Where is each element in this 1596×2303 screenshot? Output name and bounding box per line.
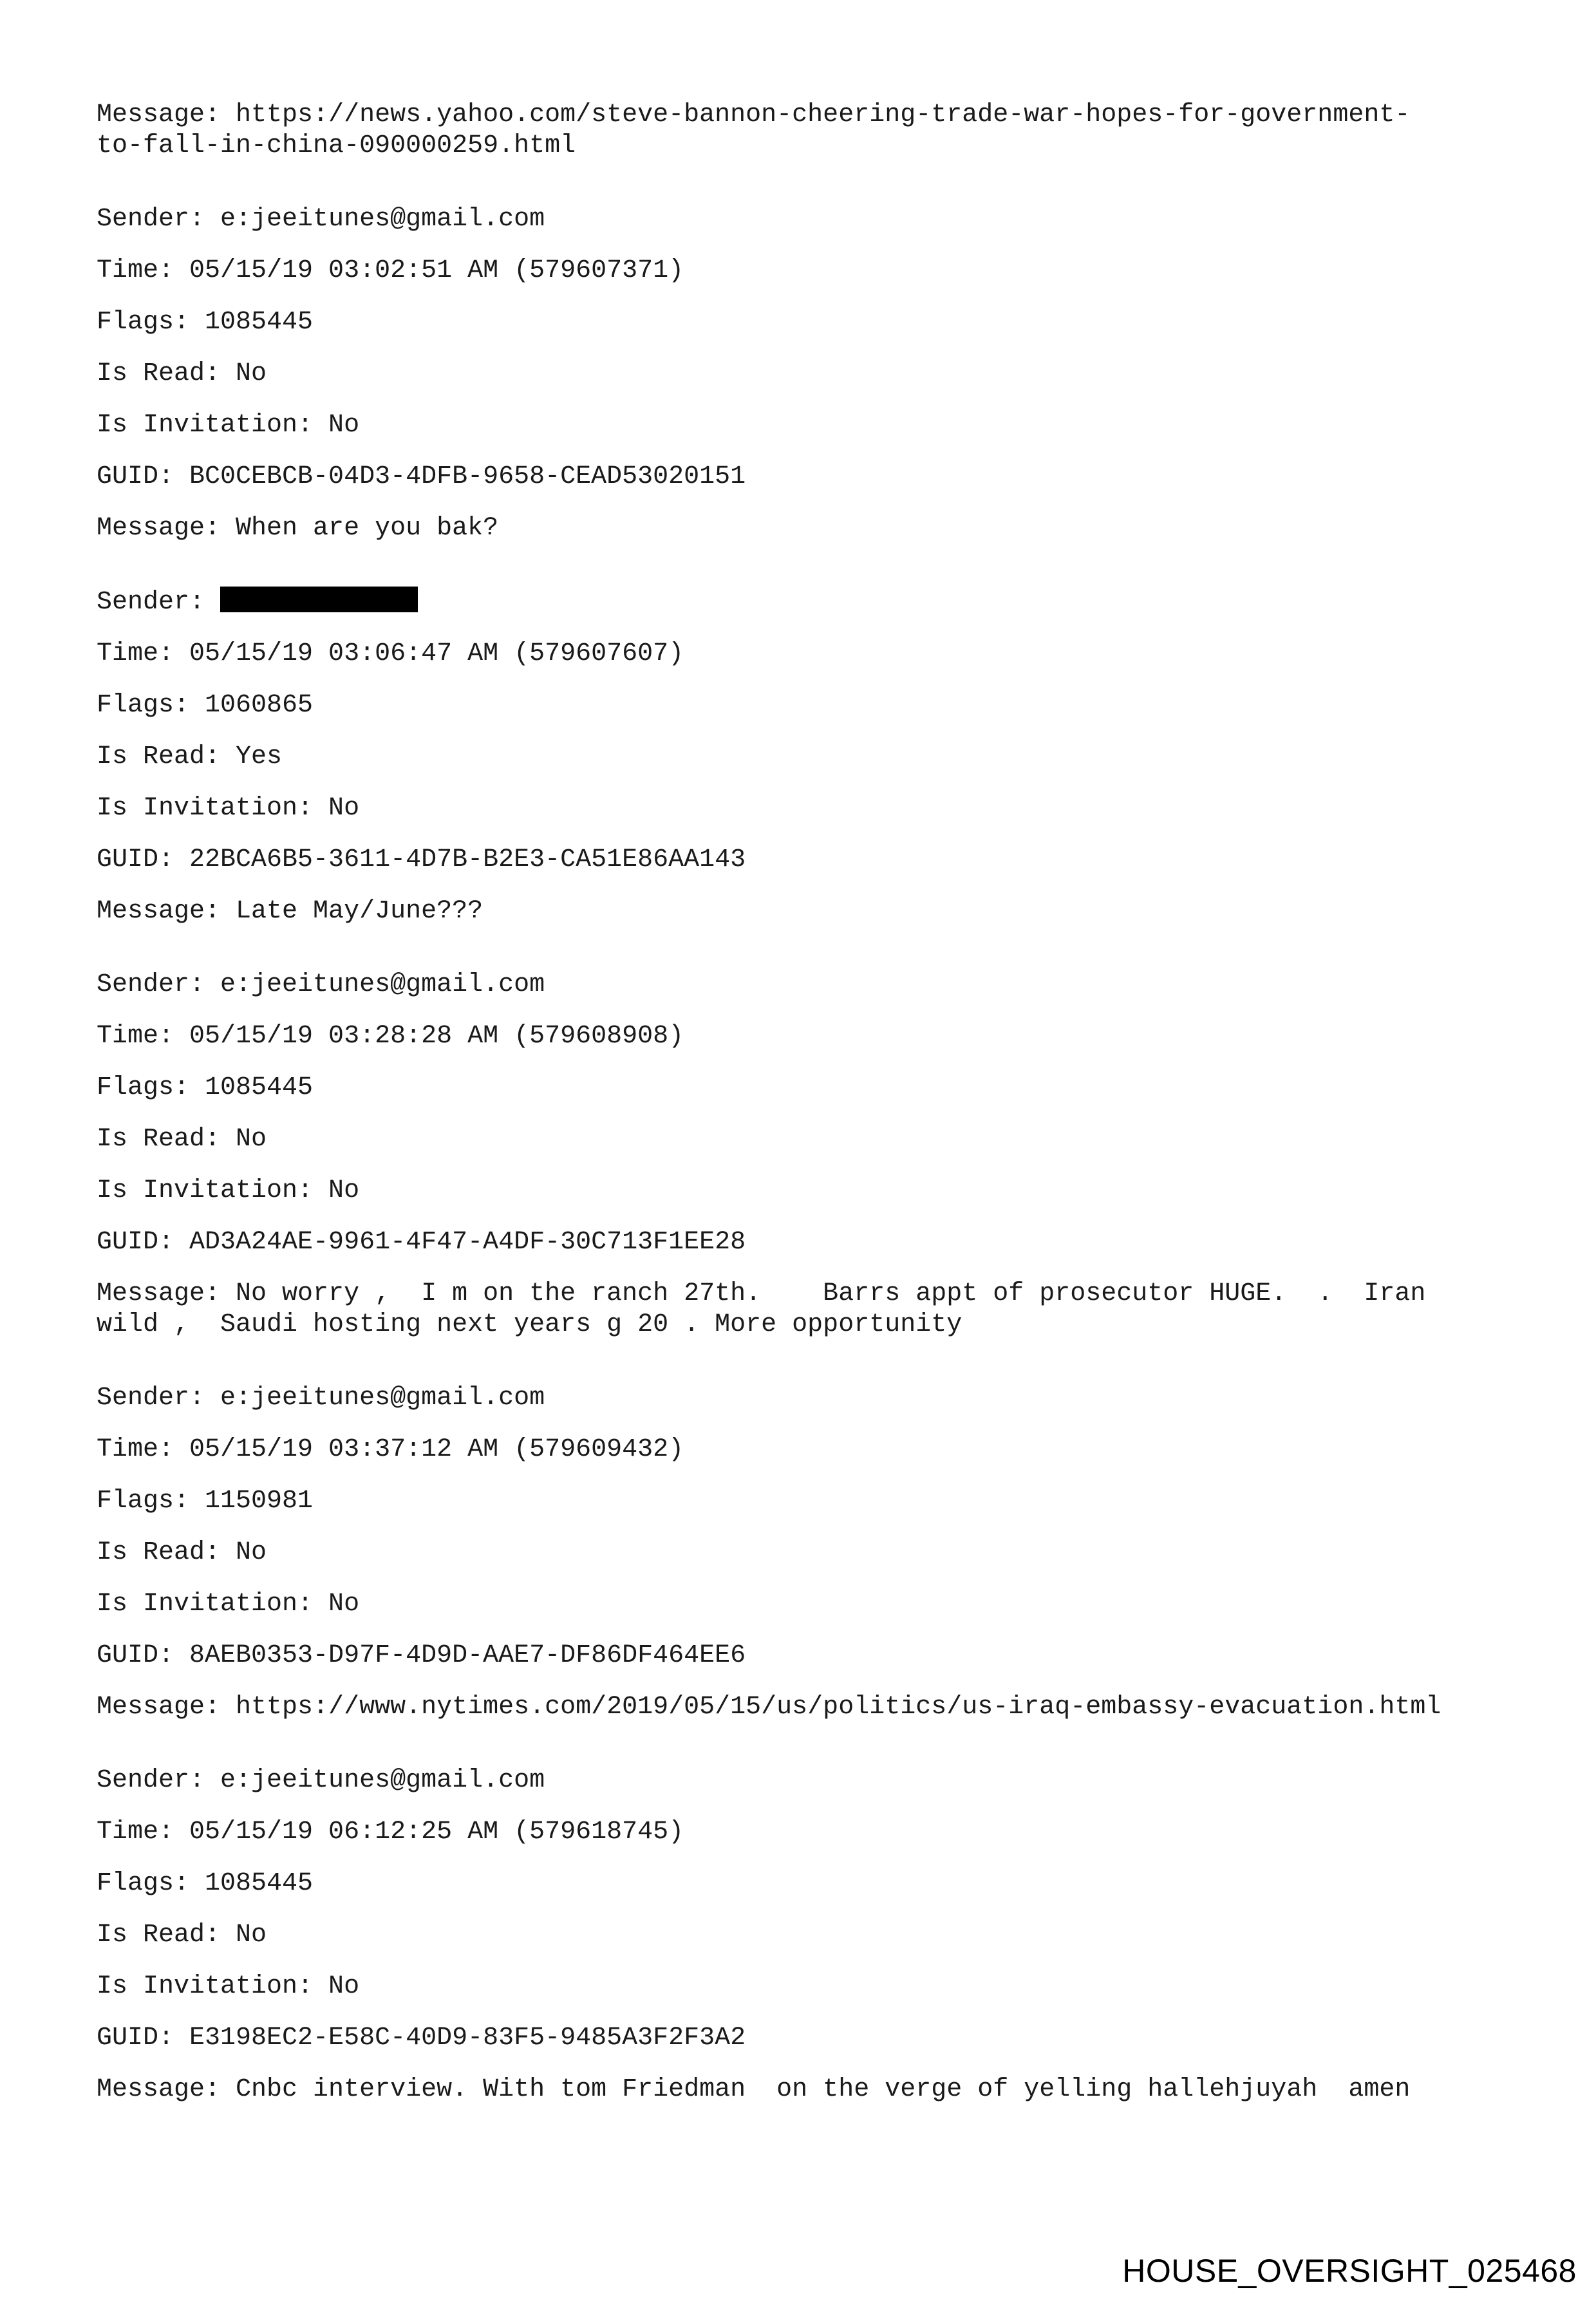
sender-line: Sender: e:jeeitunes@gmail.com: [97, 205, 545, 234]
time-line: Time: 05/15/19 03:02:51 AM (579607371): [97, 256, 684, 285]
sender-line: Sender: e:jeeitunes@gmail.com: [97, 970, 545, 999]
message-line: Message: Late May/June???: [97, 897, 483, 926]
time-line: Time: 05/15/19 03:06:47 AM (579607607): [97, 639, 684, 668]
guid-line: GUID: 8AEB0353-D97F-4D9D-AAE7-DF86DF464EE6: [97, 1641, 746, 1670]
bates-number: HOUSE_OVERSIGHT_025468: [1122, 2253, 1577, 2289]
is-invitation-line: Is Invitation: No: [97, 1590, 360, 1619]
time-line: Time: 05/15/19 03:37:12 AM (579609432): [97, 1435, 684, 1464]
is-invitation-line: Is Invitation: No: [97, 411, 360, 440]
is-invitation-line: Is Invitation: No: [97, 794, 360, 823]
time-line: Time: 05/15/19 03:28:28 AM (579608908): [97, 1022, 684, 1051]
is-read-line: Is Read: Yes: [97, 742, 283, 771]
flags-line: Flags: 1085445: [97, 1073, 314, 1102]
sender-line: Sender: e:jeeitunes@gmail.com: [97, 1384, 545, 1413]
message-log: [97, 100, 1532, 2105]
is-invitation-line: Is Invitation: No: [97, 1176, 360, 1205]
flags-line: Flags: 1060865: [97, 691, 314, 720]
message-line: Message: Cnbc interview. With tom Friedman on the verge of yelling hallehjuyah amen: [97, 2075, 1411, 2104]
guid-line: GUID: BC0CEBCB-04D3-4DFB-9658-CEAD53020151: [97, 462, 746, 491]
message-line: Message: https://www.nytimes.com/2019/05/15/us/politics/us-iraq-embassy-evacuation.html: [97, 1693, 1441, 1722]
sender-line: Sender: e:jeeitunes@gmail.com: [97, 1766, 545, 1795]
message-record-5: [97, 1765, 1532, 2105]
is-read-line: Is Read: No: [97, 1125, 267, 1154]
guid-line: GUID: 22BCA6B5-3611-4D7B-B2E3-CA51E86AA143: [97, 845, 746, 874]
flags-line: Flags: 1085445: [97, 1869, 314, 1898]
is-read-line: Is Read: No: [97, 1538, 267, 1567]
message-record-3: [97, 970, 1532, 1340]
redaction-box: [220, 587, 418, 612]
is-read-line: Is Read: No: [97, 359, 267, 388]
message-record-2: [97, 587, 1532, 927]
message-record-1: [97, 204, 1532, 544]
time-line: Time: 05/15/19 06:12:25 AM (579618745): [97, 1818, 684, 1847]
message-record-4: [97, 1383, 1532, 1723]
message-line: Message: No worry , I m on the ranch 27th. Barrs appt of prosecutor HUGE. . Iran wild , Saudi hosting next years g 20 . More opportunity: [97, 1279, 1426, 1339]
flags-line: Flags: 1085445: [97, 308, 314, 337]
sender-label: Sender:: [97, 588, 221, 617]
flags-line: Flags: 1150981: [97, 1487, 314, 1516]
is-invitation-line: Is Invitation: No: [97, 1972, 360, 2001]
sender-line: [97, 587, 1532, 618]
guid-line: GUID: E3198EC2-E58C-40D9-83F5-9485A3F2F3A2: [97, 2024, 746, 2053]
intro-message: Message: https://news.yahoo.com/steve-bannon-cheering-trade-war-hopes-for-government- to-fall-in-china-090000259.html: [97, 100, 1411, 160]
guid-line: GUID: AD3A24AE-9961-4F47-A4DF-30C713F1EE28: [97, 1228, 746, 1257]
message-line: Message: When are you bak?: [97, 514, 499, 543]
is-read-line: Is Read: No: [97, 1921, 267, 1950]
